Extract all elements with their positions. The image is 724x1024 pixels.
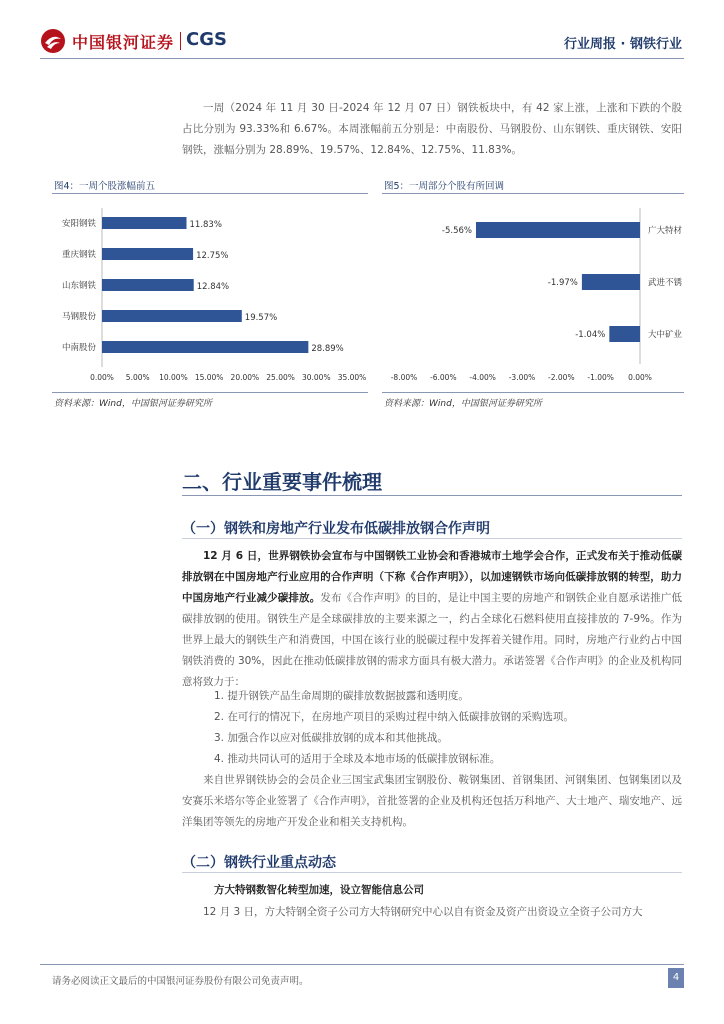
report-type: 行业周报 · 钢铁行业	[564, 37, 682, 52]
company-logo-text: 中国银河证券	[72, 33, 175, 52]
logo-divider	[180, 32, 181, 50]
intro-paragraph: 一周（2024 年 11 月 30 日-2024 年 12 月 07 日）钢铁板块中，有 42 家上涨，上涨和下跌的个股占比分别为 93.33%和 6.67%。本周涨幅前五分别是：中南股份、马钢股份、山东钢铁、重庆钢铁、安阳钢铁，涨幅分别为 28.89%、19.57%、12.84%、12.75%、11.83%。	[182, 102, 682, 156]
figure5-tick-label: -3.00%	[508, 373, 536, 382]
figure5-tick-label: -8.00%	[390, 373, 418, 382]
subsection1-lead: 12 月 6 日，世界钢铁协会宣布与中国钢铁工业协会和香港城市土地学会合作，正式发布关于推动低碳排放钢在中国房地产行业应用的合作声明（下称《合作声明》），以加速钢铁市场向低碳排放钢的转型，助力中国房地产行业减少碳排放。	[182, 550, 682, 604]
page-number: 4	[668, 968, 684, 988]
figure5-value-label: -5.56%	[441, 226, 472, 236]
figure5-rule	[382, 193, 684, 194]
figure4-bar	[102, 341, 308, 353]
footer-disclaimer: 请务必阅读正文最后的中国银河证券股份有限公司免责声明。	[52, 976, 309, 987]
section2-divider	[182, 495, 682, 496]
figure4-category-label: 安阳钢铁	[61, 219, 96, 229]
figure4-bar	[102, 217, 187, 229]
company-logo-icon	[40, 28, 66, 54]
subsection2-divider	[182, 872, 682, 873]
figure4-category-label: 中南股份	[61, 343, 96, 353]
figure4-tick-label: 30.00%	[301, 373, 331, 382]
figure5-bar	[582, 274, 640, 290]
figure5-tick-label: -4.00%	[469, 373, 496, 382]
figure4-bar	[102, 279, 194, 291]
figure4-bottom-rule	[52, 392, 368, 393]
figure5-value-label: -1.97%	[547, 278, 578, 288]
figure4-rule	[52, 193, 368, 194]
figure4-tick-label: 15.00%	[194, 373, 224, 382]
news-text: 12 月 3 日，方大特钢全资子公司方大特钢研究中心以自有资金及资产出资设立全资子公司方大	[203, 906, 643, 918]
figure4-chart	[52, 200, 368, 386]
figure5-source: 资料来源：Wind，中国银河证券研究所	[384, 399, 542, 409]
figure4-source: 资料来源：Wind，中国银河证券研究所	[54, 399, 212, 409]
figure5-tick-label: -1.00%	[587, 373, 614, 382]
commitment-item-2: 2. 在可行的情况下，在房地产项目的采购过程中纳入低碳排放钢的采购选项。	[214, 711, 574, 723]
figure5-tick-label: 0.00%	[628, 373, 652, 382]
figure4-tick-label: 10.00%	[159, 373, 188, 382]
figure4-category-label: 重庆钢铁	[61, 250, 96, 260]
subsection1-heading: （一）钢铁和房地产行业发布低碳排放钢合作声明	[182, 521, 490, 537]
figure5-title: 图5：一周部分个股有所回调	[384, 181, 505, 192]
figure4-category-label: 山东钢铁	[61, 281, 96, 291]
subsection2-heading: （二）钢铁行业重点动态	[182, 855, 336, 871]
figure5-category-label: 武进不锈	[648, 278, 683, 288]
header-divider	[40, 58, 684, 59]
figure5-category-label: 广大特材	[648, 226, 683, 236]
figure4-category-label: 马钢股份	[61, 312, 96, 322]
figure4-tick-label: 5.00%	[125, 373, 150, 382]
figure4-value-label: 19.57%	[244, 313, 278, 323]
figure4-bar	[102, 310, 242, 322]
figure5-bottom-rule	[382, 392, 684, 393]
subsection1-closing: 来自世界钢铁协会的会员企业三国宝武集团宝钢股份、鞍钢集团、首钢集团、河钢集团、包钢集团以及安赛乐米塔尔等企业签署了《合作声明》，首批签署的企业及机构还包括万科地产、大士地产、瑞安地产、远洋集团等领先的房地产开发企业和相关支持机构。	[182, 774, 682, 828]
figure4-value-label: 12.75%	[196, 251, 229, 261]
subsection1-paragraph	[182, 546, 682, 693]
figure4-value-label: 12.84%	[196, 282, 230, 292]
figure4-value-label: 28.89%	[311, 344, 344, 354]
footer-divider	[40, 964, 684, 965]
figure5-tick-label: -2.00%	[548, 373, 575, 382]
figure4-tick-label: 20.00%	[230, 373, 260, 382]
figure4-tick-label: 25.00%	[266, 373, 295, 382]
subsection1-body: 发布《合作声明》的目的，是让中国主要的房地产和钢铁企业自愿承诺推广低碳排放钢的使用。钢铁生产是全球碳排放的主要来源之一，约占全球化石燃料使用直接排放的 7-9%。作为世界上最大的钢铁生产和消费国，中国在该行业的脱碳过程中发挥着关键作用。同时，房地产行业约占中国钢铁消费的 30%，因此在推动低碳排放钢的需求方面具有极大潜力。承诺签署《合作声明》的企业及机构同意将致力于：	[182, 592, 683, 688]
company-logo-en: CGS	[186, 29, 227, 50]
figure4-title: 图4：一周个股涨幅前五	[54, 181, 156, 192]
figure5-tick-label: -6.00%	[430, 373, 457, 382]
commitment-item-4: 4. 推动共同认可的适用于全球及本地市场的低碳排放钢标准。	[214, 753, 501, 765]
subsection1-divider	[182, 538, 682, 539]
figure5-bar	[476, 222, 640, 238]
figure5-category-label: 大中矿业	[648, 330, 683, 340]
commitment-item-3: 3. 加强合作以应对低碳排放钢的成本和其他挑战。	[214, 732, 448, 744]
figure5-value-label: -1.04%	[575, 330, 606, 340]
commitment-item-1: 1. 提升钢铁产品生命周期的碳排放数据披露和透明度。	[214, 690, 469, 702]
figure4-tick-label: 0.00%	[90, 373, 114, 382]
figure4-value-label: 11.83%	[189, 220, 222, 230]
figure5-chart	[382, 200, 684, 386]
section2-heading: 二、行业重要事件梳理	[182, 470, 382, 494]
figure4-tick-label: 35.00%	[337, 373, 367, 382]
news-title: 方大特钢数智化转型加速，设立智能信息公司	[214, 884, 424, 896]
figure4-bar	[102, 248, 193, 260]
figure5-bar	[609, 326, 640, 342]
